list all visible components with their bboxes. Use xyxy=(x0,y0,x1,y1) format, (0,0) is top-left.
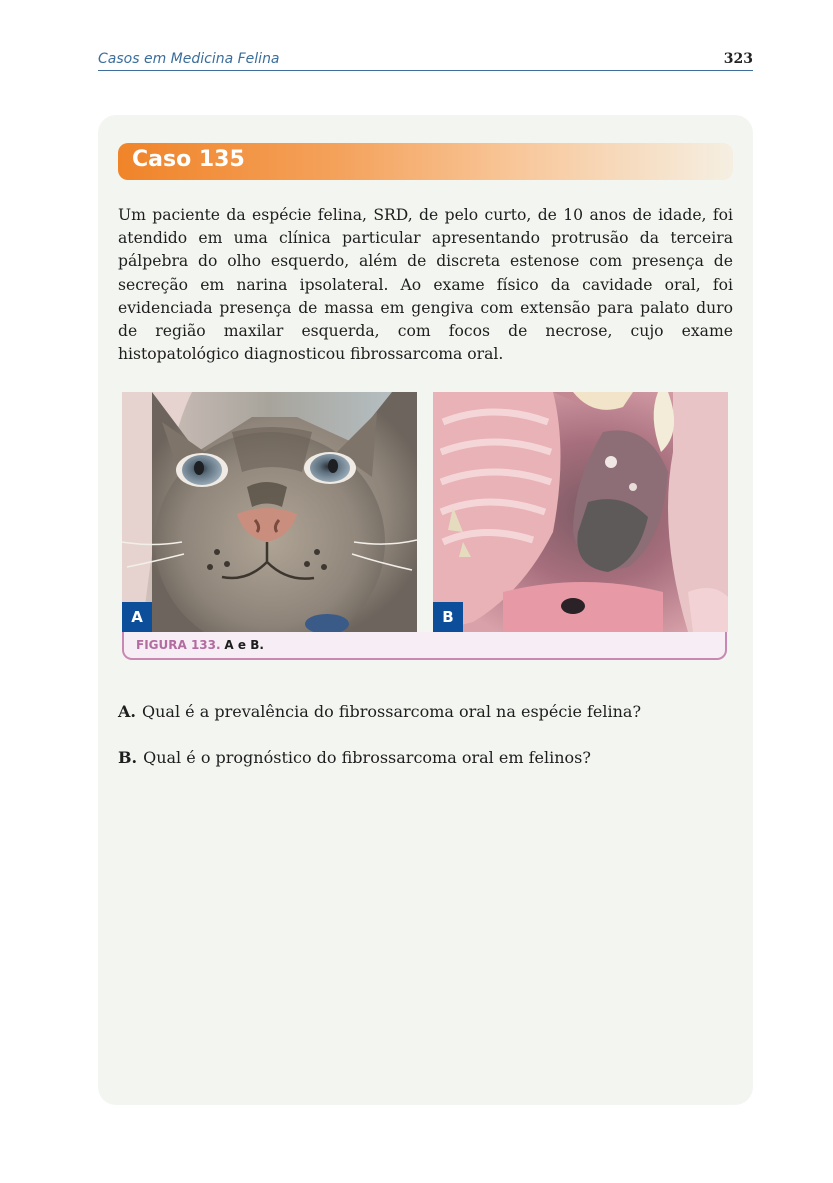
case-panel xyxy=(98,115,753,1105)
question-letter: B. xyxy=(118,748,138,767)
figure-caption-label: FIGURA 133. xyxy=(136,638,221,652)
case-banner xyxy=(118,143,733,180)
running-title: Casos em Medicina Felina xyxy=(98,51,280,67)
running-header xyxy=(98,50,753,71)
question-text: Qual é o prognóstico do fibrossarcoma oral em felinos? xyxy=(143,748,591,767)
cat-face-photo xyxy=(122,392,417,632)
figure-label-a: A xyxy=(122,602,152,632)
question-item xyxy=(118,701,733,723)
figure-label-b: B xyxy=(433,602,463,632)
question-item xyxy=(118,747,733,769)
oral-cavity-photo xyxy=(433,392,728,632)
figure-133 xyxy=(122,392,729,662)
page-number: 323 xyxy=(723,51,753,67)
question-text: Qual é a prevalência do fibrossarcoma oral na espécie felina? xyxy=(141,702,642,721)
figure-photo-a xyxy=(122,392,417,632)
figure-photo-b xyxy=(433,392,728,632)
question-letter: A. xyxy=(118,702,136,721)
figure-caption-text: A e B. xyxy=(224,638,264,652)
figure-caption xyxy=(122,632,727,660)
case-description: Um paciente da espécie felina, SRD, de pelo curto, de 10 anos de idade, foi atendido em uma clínica particular apresentando protrusão da terceira pálpebra do olho esquerdo, além de discreta estenose com presença de secreção em narina ipsolateral. Ao exame físico da cavidade oral, foi evidenciada presença de massa em gengiva com extensão para palato duro de região maxilar esquerda, com focos de necrose, cujo exame histopatológico diagnosticou fibrossarcoma oral. xyxy=(118,206,733,364)
question-list xyxy=(118,701,733,793)
case-title: Caso 135 xyxy=(132,147,245,172)
